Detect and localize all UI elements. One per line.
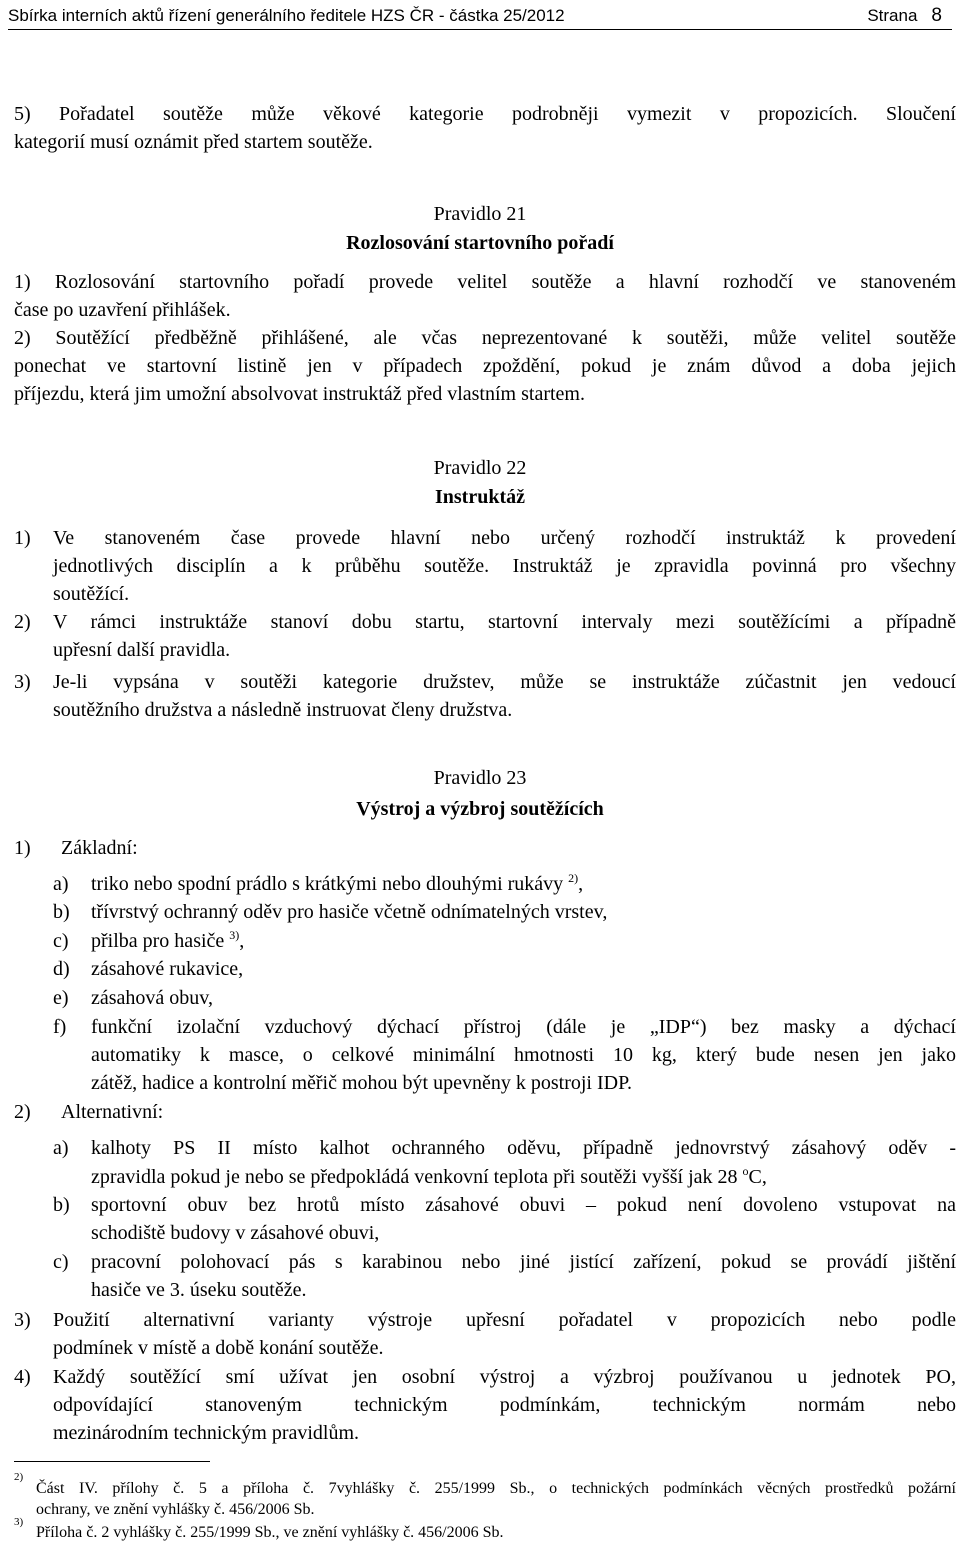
item-c-label: c)	[53, 930, 69, 952]
item-f-line-1: funkční izolační vzduchový dýchací přístroj (dále je „IDP“) bez masky a dýchací	[91, 1016, 956, 1038]
rule-22-p1-line-1: Ve stanoveném čase provede hlavní nebo určený rozhodčí instruktáž k provedení	[53, 527, 956, 549]
rule-23-basic-number: 1)	[14, 837, 31, 859]
rule-23-p3-number: 3)	[14, 1309, 31, 1331]
rule-21-title: Rozlosování startovního pořadí	[346, 232, 614, 254]
page-indicator	[867, 2, 942, 30]
item-b-label: b)	[53, 901, 70, 923]
rule-22-p1-line-2: jednotlivých disciplín a k průběhu soutěže. Instruktáž je zpravidla povinná pro všechny	[53, 555, 956, 577]
header-rule	[8, 29, 952, 30]
item-c-text: přilba pro hasiče $^{3)}$,	[91, 928, 245, 952]
page-number: 8	[931, 5, 942, 26]
rule-23-alt-number: 2)	[14, 1101, 31, 1123]
alt-c-line-1: pracovní polohovací pás s karabinou nebo jiné jistící zařízení, pokud se provádí jištění	[91, 1251, 956, 1273]
item-a-text: triko nebo spodní prádlo s krátkými nebo dlouhými rukávy $^{2)}$,	[91, 871, 584, 895]
alt-a-line-2: zpravidla pokud je nebo se předpokládá venkovní teplota při soutěži vyšší jak 28 $^o$C,	[91, 1164, 767, 1188]
rule-21-p2-line-3: příjezdu, která jim umožní absolvovat instruktáž před vlastním startem.	[14, 383, 585, 405]
alt-b-label: b)	[53, 1194, 70, 1216]
rule-23-p4-line-2: odpovídající stanoveným technickým podmínkám, technickým normám nebo	[53, 1394, 956, 1416]
page-label: Strana	[867, 6, 918, 25]
item-f-line-2: automatiky k masce, o celkové minimální hmotnosti 10 kg, který bude nesen jen jako	[91, 1044, 956, 1066]
footnote-2-mark: 2)	[14, 1471, 24, 1483]
alt-a-label: a)	[53, 1137, 69, 1159]
item-f-label: f)	[53, 1016, 67, 1038]
rule-22-p3-number: 3)	[14, 671, 31, 693]
rule-23-p3-line-1: Použití alternativní varianty výstroje upřesní pořadatel v propozicích nebo podle	[53, 1309, 956, 1331]
footnote-ref-3: 3)	[229, 928, 240, 942]
item-d-text: zásahové rukavice,	[91, 958, 244, 980]
rule-23-p3-line-2: podmínek v místě a době konání soutěže.	[53, 1337, 384, 1359]
alt-b-line-2: schodiště budovy v zásahové obuvi,	[91, 1222, 380, 1244]
paragraph-5-line-2: kategorií musí oznámit před startem soutěže.	[14, 131, 373, 153]
rule-21-p1-line-1: 1) Rozlosování startovního pořadí provede velitel soutěže a hlavní rozhodčí ve stanoveném	[14, 271, 956, 293]
rule-22-p3-line-2: soutěžního družstva a následně instruovat členy družstva.	[53, 699, 513, 721]
rule-23-title: Výstroj a výzbroj soutěžících	[356, 798, 604, 820]
item-f-line-3: zátěž, hadice a kontrolní měřič mohou být upevněny k postroji IDP.	[91, 1072, 632, 1094]
footnote-2-line-1: Část IV. přílohy č. 5 a příloha č. 7vyhlášky č. 255/1999 Sb., o technických podmínkách věcných prostředků požární	[36, 1480, 956, 1497]
footnote-3-mark: 3)	[14, 1516, 24, 1528]
rule-23-heading: Pravidlo 23	[433, 767, 527, 789]
rule-22-p2-line-2: upřesní další pravidla.	[53, 639, 231, 661]
rule-22-p3-line-1: Je-li vypsána v soutěži kategorie družstev, může se instruktáže zúčastnit jen vedoucí	[53, 671, 956, 693]
rule-22-p1-number: 1)	[14, 527, 31, 549]
rule-21-p2-line-2: ponechat ve startovní listině jen v případech zpoždění, pokud je znám důvod a doba jejich	[14, 355, 956, 377]
footnote-ref-2: 2)	[568, 871, 579, 885]
item-e-text: zásahová obuv,	[91, 987, 213, 1009]
alt-b-line-1: sportovní obuv bez hrotů místo zásahové obuvi – pokud není dovoleno vstupovat na	[91, 1194, 956, 1216]
rule-22-p2-number: 2)	[14, 611, 31, 633]
item-a-label: a)	[53, 873, 69, 895]
collection-title: Sbírka interních aktů řízení generálního ředitele HZS ČR - částka 25/2012	[8, 6, 565, 25]
rule-23-p4-line-1: Každý soutěžící smí užívat jen osobní výstroj a výzbroj používanou u jednotek PO,	[53, 1366, 956, 1388]
paragraph-5-line-1: 5) Pořadatel soutěže může věkové kategorie podrobněji vymezit v propozicích. Sloučení	[14, 103, 956, 125]
footnote-separator	[14, 1461, 210, 1462]
footnote-3-line-1: Příloha č. 2 vyhlášky č. 255/1999 Sb., ve znění vyhlášky č. 456/2006 Sb.	[36, 1524, 504, 1541]
rule-22-p1-line-3: soutěžící.	[53, 583, 130, 605]
rule-23-alt-label: Alternativní:	[61, 1101, 164, 1123]
degree-sign: o	[742, 1164, 749, 1178]
rule-23-p4-line-3: mezinárodním technickým pravidlům.	[53, 1422, 360, 1444]
rule-22-heading: Pravidlo 22	[433, 457, 527, 479]
rule-22-title: Instruktáž	[434, 486, 525, 508]
item-d-label: d)	[53, 958, 70, 980]
alt-c-line-2: hasiče ve 3. úseku soutěže.	[91, 1279, 307, 1301]
rule-23-basic-label: Základní:	[61, 837, 138, 859]
alt-c-label: c)	[53, 1251, 69, 1273]
item-e-label: e)	[53, 987, 69, 1009]
rule-22-p2-line-1: V rámci instruktáže stanoví dobu startu, startovní intervaly mezi soutěžícími a případně	[53, 611, 956, 633]
footnote-2-line-2: ochrany, ve znění vyhlášky č. 456/2006 Sb.	[36, 1501, 315, 1518]
item-b-text: třívrstvý ochranný oděv pro hasiče včetně odnímatelných vrstev,	[91, 901, 608, 923]
alt-a-line-1: kalhoty PS II místo kalhot ochranného oděvu, případně jednovrstvý zásahový oděv -	[91, 1137, 956, 1159]
rule-21-p2-line-1: 2) Soutěžící předběžně přihlášené, ale včas neprezentované k soutěži, může velitel soutěže	[14, 327, 956, 349]
page-header	[8, 0, 952, 30]
rule-21-heading: Pravidlo 21	[433, 203, 527, 225]
rule-23-p4-number: 4)	[14, 1366, 31, 1388]
rule-21-p1-line-2: čase po uzavření přihlášek.	[14, 299, 231, 321]
